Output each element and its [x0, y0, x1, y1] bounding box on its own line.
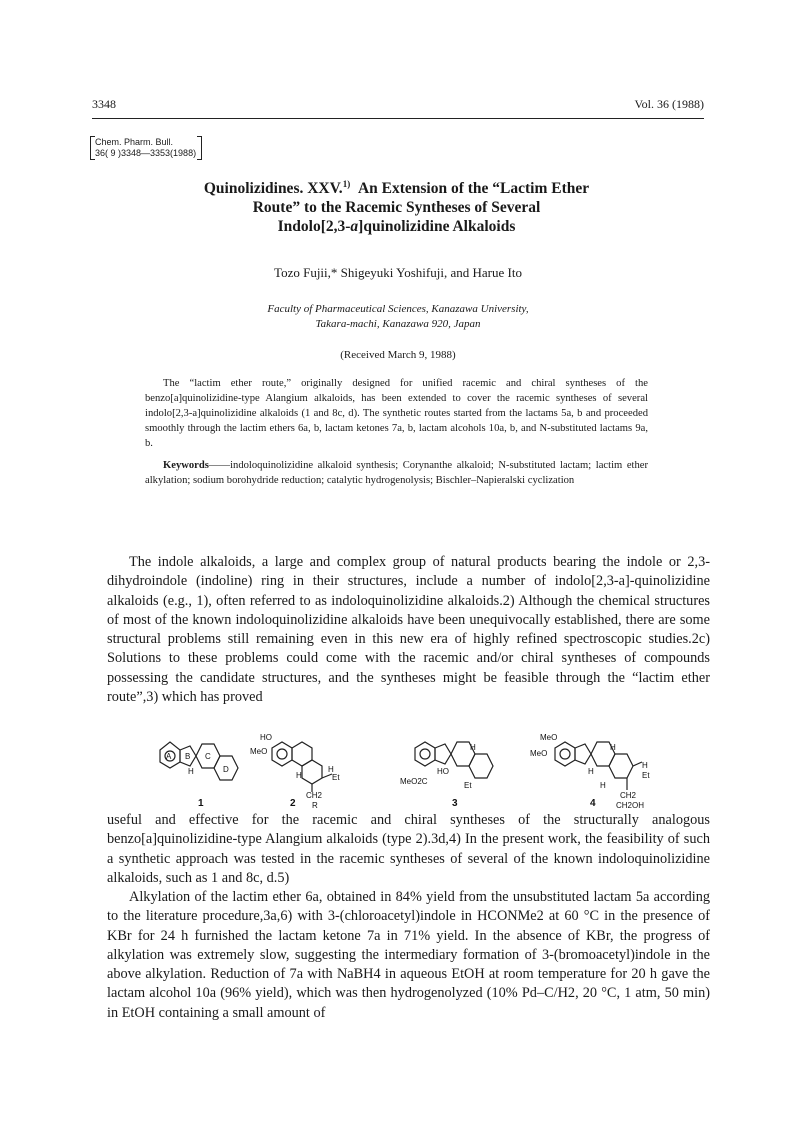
s4-h4: H: [610, 743, 616, 752]
title-line-2: Route” to the Racemic Syntheses of Several: [252, 199, 541, 216]
compound-label-3: 3: [452, 798, 458, 808]
keywords-text: ——indoloquinolizidine alkaloid synthesis; Corynanthe alkaloid; N-substituted lactam; lactim ether alkylation; sodium borohydride reduction; catalytic hydrogenolysis; Bischler–Napieralski cyclization: [145, 460, 648, 486]
s2-r: R: [312, 801, 318, 808]
abstract-line-3: several indolo[2,3-a]quinolizidine alkaloids (1 and 8c, d). The synthetic routes started from the: [145, 393, 648, 419]
s2-et: Et: [332, 773, 340, 782]
abstract-line-1: The “lactim ether route,” originally designed for unified racemic and chiral syntheses of the: [163, 378, 648, 389]
title-line-3a: Indolo[2,3-: [277, 218, 351, 235]
author-3: Harue Ito: [472, 265, 522, 280]
affiliation-line-2: Takara-machi, Kanazawa 920, Japan: [315, 318, 481, 330]
s4-ch2: CH2: [620, 791, 637, 800]
author-conjunction: and: [450, 265, 470, 280]
s3-et: Et: [464, 781, 472, 790]
body-paragraph-2: useful and effective for the racemic and chiral syntheses of the structurally analogous benzo[a]quinolizidine-type Alangium alkaloids (type 2).3d,4) In the present work, the feasibility of such a synthetic approach was tested in the racemic syntheses of several of the known indoloquinolizidine alkaloids, such as 1 and 8c, d.5): [107, 812, 710, 886]
abstract: [145, 376, 648, 451]
s4-ch2oh: CH2OH: [616, 801, 645, 808]
s2-ho: HO: [260, 733, 272, 742]
title-part-1: Quinolizidines. XXV.: [203, 180, 343, 197]
s4-h2: H: [642, 761, 648, 770]
s4-meo-2: MeO: [530, 749, 548, 758]
abstract-line-4: lactams 5a, b and proceeded smoothly through the lactim ethers 6a, b, lactam ketones 7a, b, lactam: [145, 408, 648, 434]
affiliation-line-1: Faculty of Pharmaceutical Sciences, Kanazawa University,: [267, 303, 529, 315]
journal-citation-line1: Chem. Pharm. Bull.: [95, 137, 174, 147]
title-line-3: [130, 217, 663, 236]
received-date: (Received March 9, 1988): [340, 349, 456, 361]
s1-h: H: [188, 767, 194, 776]
ring-label-a: A: [166, 752, 172, 761]
journal-citation-line2: 36( 9 )3348—3353(1988): [95, 148, 197, 158]
ring-label-b: B: [185, 752, 191, 761]
s3-meo2c: MeO2C: [400, 777, 428, 786]
abstract-line-5: alcohols 10a, b, and N-substituted lactams 9a, b.: [145, 423, 648, 449]
ring-label-c: C: [205, 752, 211, 761]
s3-ho: HO: [437, 767, 449, 776]
s2-meo: MeO: [250, 747, 268, 756]
title-line-3b: ]quinolizidine Alkaloids: [358, 218, 516, 235]
s4-h1: H: [588, 767, 594, 776]
header-rule: [92, 118, 704, 119]
s2-ch2: CH2: [306, 791, 323, 800]
compound-label-2: 2: [290, 798, 296, 808]
abstract-line-2: benzo[a]quinolizidine-type Alangium alkaloids, has been extended to cover the racemic syntheses of: [145, 393, 612, 404]
keywords-label: Keywords: [163, 460, 209, 471]
article-title: [130, 179, 663, 236]
structures-svg: [150, 728, 690, 808]
body-paragraph-3: Alkylation of the lactim ether 6a, obtained in 84% yield from the unsubstituted lactam 5a according to the literature procedure,3a,6) with 3-(chloroacetyl)indole in HCONMe2 at 60 °C in the presence of KBr for 24 h furnished the lactam ketone 7a in 71% yield. In the absence of KBr, the progress of alkylation was extremely slow, suggesting the intermediary formation of 3-(bromoacetyl)indole in the above alkylation. Reduction of 7a with NaBH4 in aqueous EtOH at room temperature for 20 h gave the lactam alcohol 10a (96% yield), which was then hydrogenolyzed (10% Pd–C/H2, 20 °C, 1 atm, 50 min) in EtOH containing a small amount of: [107, 889, 710, 1021]
affiliation: [92, 302, 704, 332]
body-paragraph-1: The indole alkaloids, a large and complex group of natural products bearing the indole or 2,3-dihydroindole (indoline) ring in their structures, include a number of indolo[2,3-a]-quinolizidine alkaloids (e.g., 1), often referred to as indoloquinolizidine alkaloids.2) Although the chemical structures of most of the known indoloquinolizidine alkaloids have been unequivocally established, there are some structural problems still remaining even in this new era of highly refined spectroscopic studies.2c) Solutions to these problems could come with the racemic and/or chiral syntheses of compounds possessing the candidate structures, and the syntheses might be feasible through the “lactim ether route”,3) which has proved: [107, 554, 710, 706]
s2-h1: H: [296, 771, 302, 780]
volume-info: Vol. 36 (1988): [634, 97, 704, 111]
s2-h2: H: [328, 765, 334, 774]
title-line-1: [130, 179, 663, 198]
compound-label-4: 4: [590, 798, 596, 808]
title-line-3-italic: a: [350, 218, 359, 235]
s3-h: H: [470, 743, 476, 752]
s4-meo-1: MeO: [540, 733, 558, 742]
title-footnote-ref: 1): [342, 178, 351, 189]
page-number: 3348: [92, 97, 116, 111]
author-2: Shigeyuki Yoshifuji,: [340, 265, 448, 280]
chemical-structures-figure: [150, 728, 690, 808]
s4-et: Et: [642, 771, 650, 780]
author-list: [92, 265, 704, 281]
compound-label-1: 1: [198, 798, 204, 808]
journal-citation-box: [90, 136, 202, 160]
keywords: [145, 458, 648, 488]
ring-label-d: D: [223, 765, 229, 774]
title-part-2: An Extension of the “Lactim Ether: [357, 180, 590, 197]
author-1: Tozo Fujii,*: [274, 265, 338, 280]
s4-h3: H: [600, 781, 606, 790]
